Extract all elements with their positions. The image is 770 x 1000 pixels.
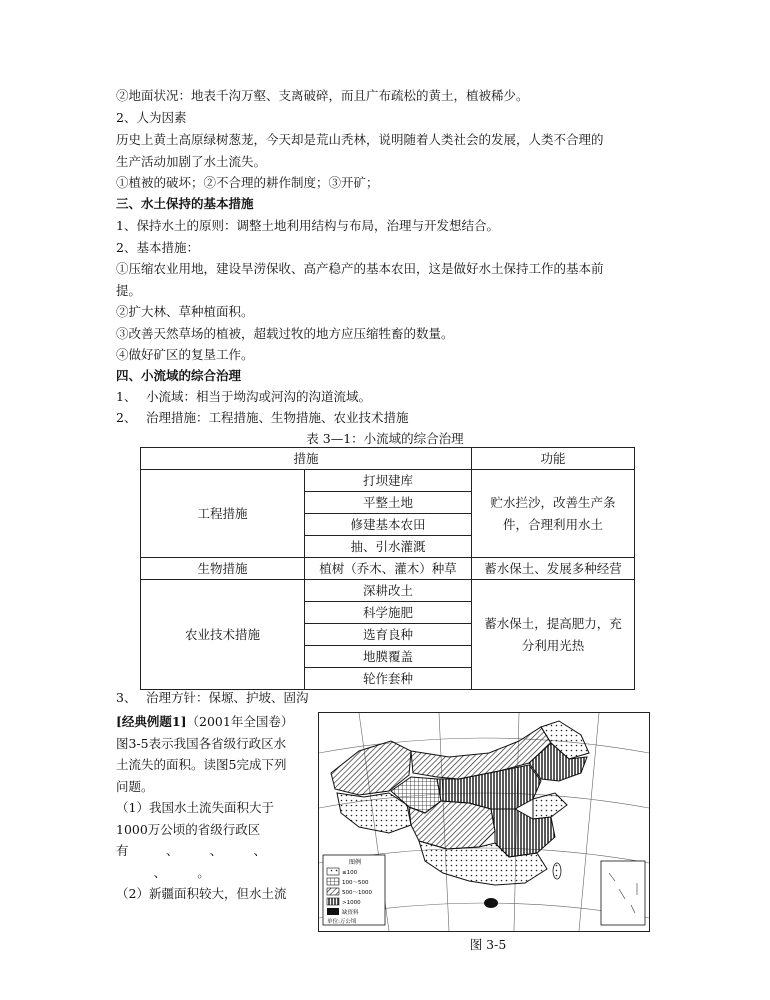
measure-item: 深耕改土 xyxy=(305,580,472,602)
section-heading: 三、水土保持的基本措施 xyxy=(116,196,254,211)
example-line: （1）我国水土流失面积大于 xyxy=(116,800,274,815)
island-shape xyxy=(484,898,498,908)
example-title: [经典例题1] xyxy=(116,714,187,729)
island-shape xyxy=(553,863,561,879)
region-shape xyxy=(533,793,567,819)
example-line: （2）新疆面积较大，但水土流 xyxy=(116,886,287,901)
subheading: 2、人为因素 xyxy=(116,110,187,125)
table-row xyxy=(141,470,635,492)
legend-label: 100～500 xyxy=(342,880,369,886)
list-text: 治理方针：保塬、护坡、固沟 xyxy=(146,690,309,705)
measure-item: 打坝建库 xyxy=(305,470,472,492)
category-engineering: 工程措施 xyxy=(141,470,305,558)
legend-label: >1000 xyxy=(342,900,361,906)
function-engineering: 贮水拦沙，改善生产条件，合理利用水土 xyxy=(472,470,635,558)
table-header-row xyxy=(141,448,635,470)
measure-item: 科学施肥 xyxy=(305,602,472,624)
table-row xyxy=(141,558,635,580)
map-legend xyxy=(323,855,385,925)
example-line: 图3-5表示我国各省级行政区水 xyxy=(116,735,287,751)
category-agricultural: 农业技术措施 xyxy=(141,580,305,690)
paragraph: ②地面状况：地表千沟万壑、支离破碎，而且广布疏松的黄土，植被稀少。 xyxy=(116,88,529,103)
example-line: 有 、 、 、 xyxy=(116,843,267,858)
section-heading: 四、小流域的综合治理 xyxy=(116,368,242,383)
list-item xyxy=(116,410,409,426)
paragraph: ①压缩农业用地，建设旱涝保收、高产稳产的基本农田，这是做好水土保持工作的基本前 xyxy=(116,261,604,276)
list-number: 2、 xyxy=(116,410,137,425)
legend-label: 缺资料 xyxy=(342,910,359,916)
table-caption: 表 3—1：小流域的综合治理 xyxy=(306,431,464,446)
measure-item: 抽、引水灌溉 xyxy=(305,536,472,558)
paragraph: ①植被的破坏；②不合理的耕作制度；③开矿； xyxy=(116,175,379,190)
legend-label: 500～1000 xyxy=(342,890,372,896)
paragraph: 历史上黄土高原绿树葱茏，今天却是荒山秃林，说明随着人类社会的发展，人类不合理的 xyxy=(116,132,604,147)
paragraph: ②扩大林、草种植面积。 xyxy=(116,304,254,319)
function-biological: 蓄水保土、发展多种经营 xyxy=(472,558,635,580)
measures-table xyxy=(140,447,635,690)
example-title-line xyxy=(116,711,306,733)
south-china-sea-inset xyxy=(601,861,645,925)
map-graphic xyxy=(319,713,649,931)
measure-item: 选育良种 xyxy=(305,624,472,646)
legend-label: ≤100 xyxy=(342,870,358,876)
china-soil-erosion-map xyxy=(318,712,650,932)
paragraph: 提。 xyxy=(116,283,142,298)
paragraph: ④做好矿区的复垦工作。 xyxy=(116,347,254,362)
measure-item: 轮作套种 xyxy=(305,668,472,690)
table-row xyxy=(141,580,635,602)
header-measures: 措施 xyxy=(141,448,472,470)
example-line: 土流失的面积。读图5完成下列 xyxy=(116,757,287,772)
example-source: （2001年全国卷） xyxy=(186,714,294,729)
list-text: 小流域：相当于坳沟或河沟的沟道流域。 xyxy=(146,389,372,404)
paragraph: ③改善天然草场的植被，超载过牧的地方应压缩牲畜的数量。 xyxy=(116,326,454,341)
list-number: 1、 xyxy=(116,389,137,404)
measure-item: 植树（乔木、灌木）种草 xyxy=(305,558,472,580)
example-line: 、 。 xyxy=(116,864,210,880)
header-function: 功能 xyxy=(472,448,635,470)
legend-title: 图例 xyxy=(349,859,362,866)
paragraph: 1、保持水土的原则：调整土地利用结构与布局，治理与开发想结合。 xyxy=(116,218,499,233)
measure-item: 平整土地 xyxy=(305,492,472,514)
list-number: 3、 xyxy=(116,690,137,705)
measure-item: 修建基本农田 xyxy=(305,514,472,536)
list-text: 治理措施：工程措施、生物措施、农业技术措施 xyxy=(146,410,409,425)
paragraph: 生产活动加剧了水土流失。 xyxy=(116,154,267,169)
list-item xyxy=(116,690,309,706)
function-agricultural: 蓄水保土，提高肥力，充分利用光热 xyxy=(472,580,635,690)
legend-unit: 单位:万公顷 xyxy=(327,919,357,925)
example-line: 1000万公顷的省级行政区 xyxy=(116,821,261,837)
paragraph: 2、基本措施： xyxy=(116,240,199,255)
example-line: 问题。 xyxy=(116,778,154,794)
list-item xyxy=(116,389,371,405)
figure-caption: 图 3-5 xyxy=(469,937,507,952)
measure-item: 地膜覆盖 xyxy=(305,646,472,668)
category-biological: 生物措施 xyxy=(141,558,305,580)
example-block xyxy=(116,711,306,905)
